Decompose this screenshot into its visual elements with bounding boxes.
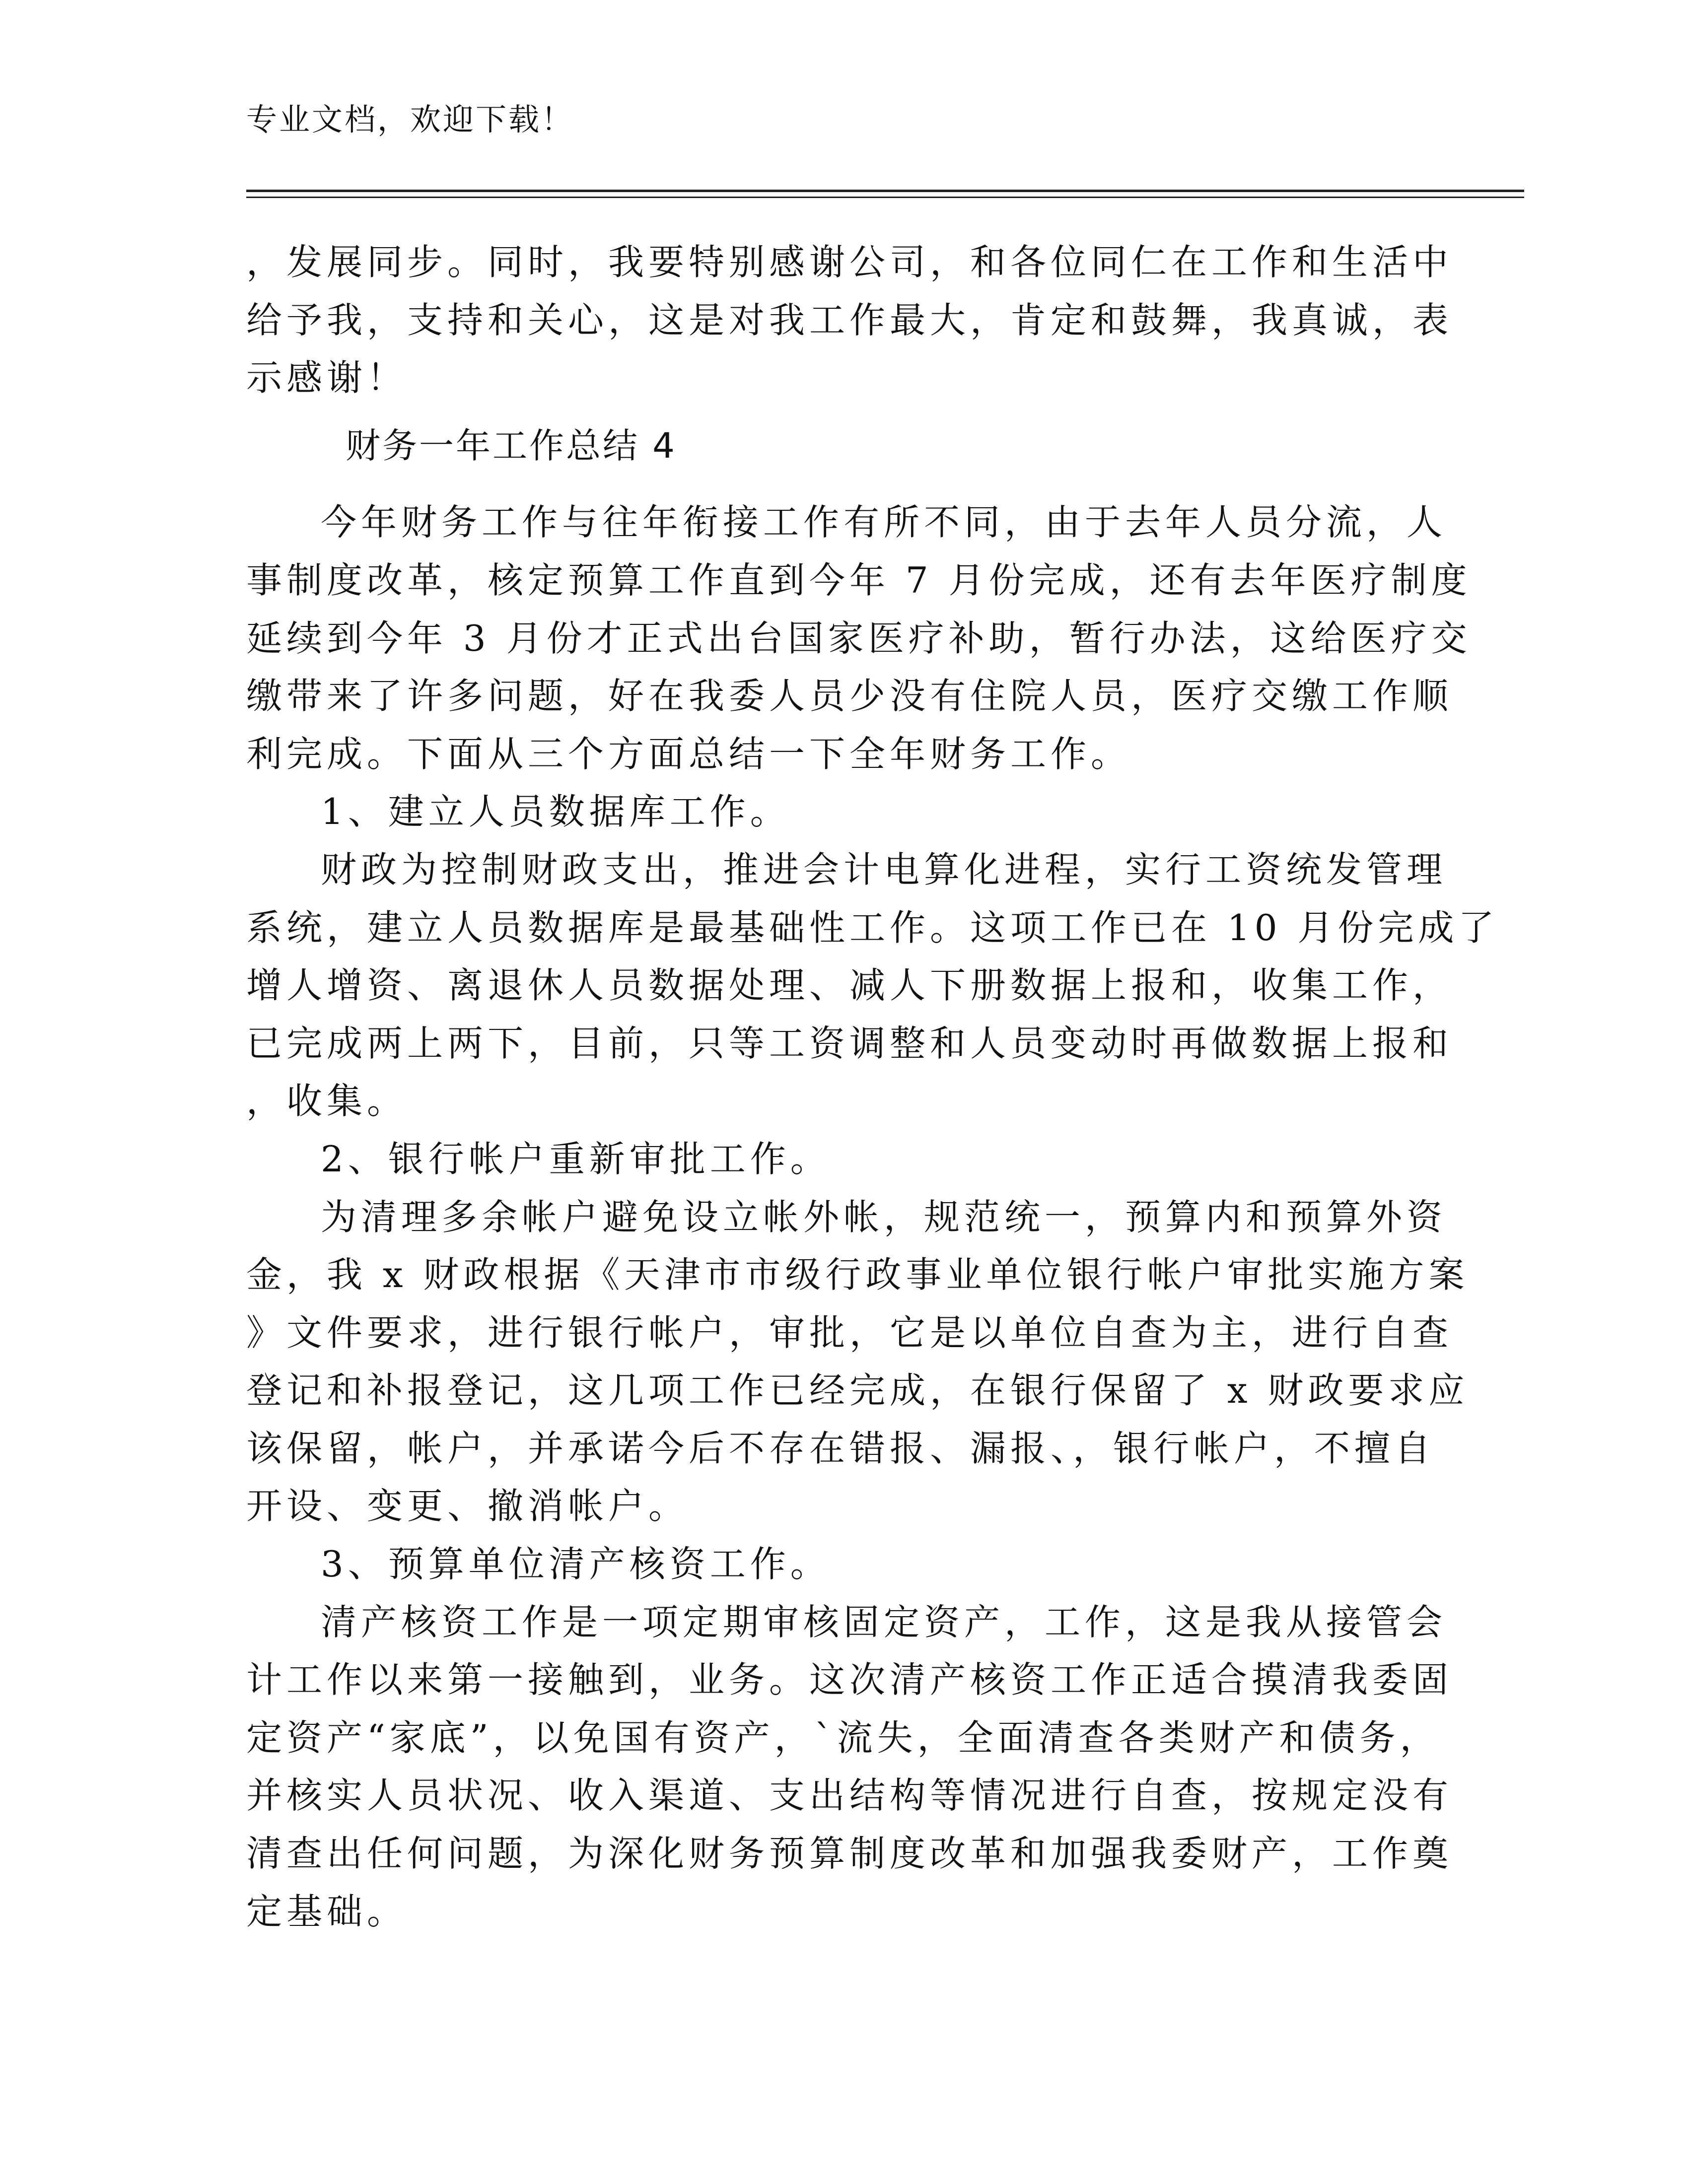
paragraph-line: 清查出任何问题，为深化财务预算制度改革和加强我委财产，工作奠 (246, 1833, 1453, 1875)
paragraph-line: 事制度改革，核定预算工作直到今年 7 月份完成，还有去年医疗制度 (246, 559, 1472, 601)
paragraph-line: 开设、变更、撤消帐户。 (246, 1485, 689, 1527)
paragraph-line: 金，我 x 财政根据《天津市市级行政事业单位银行帐户审批实施方案 (246, 1254, 1469, 1296)
section-heading: 财务一年工作总结 4 (346, 425, 677, 466)
text-line: ，发展同步。同时，我要特别感谢公司，和各位同仁在工作和生活中 (246, 241, 1453, 283)
page-header: 专业文档，欢迎下载！ (246, 101, 574, 137)
paragraph-line: 延续到今年 3 月份才正式出台国家医疗补助，暂行办法，这给医疗交 (246, 617, 1472, 659)
paragraph-line: 缴带来了许多问题，好在我委人员少没有住院人员，医疗交缴工作顺 (246, 675, 1453, 717)
paragraph-line: 今年财务工作与往年衔接工作有所不同，由于去年人员分流，人 (321, 501, 1447, 544)
header-rule-thin (246, 197, 1524, 198)
header-rule-thick (246, 190, 1524, 192)
paragraph-line: 定资产“家底”，以免国有资产，`流失，全面清查各类财产和债务， (246, 1716, 1440, 1759)
paragraph-line: 增人增资、离退休人员数据处理、减人下册数据上报和，收集工作， (246, 964, 1453, 1007)
subsection-title: 1、建立人员数据库工作。 (321, 791, 790, 833)
paragraph-line: 已完成两上两下，目前，只等工资调整和人员变动时再做数据上报和 (246, 1022, 1453, 1064)
paragraph-line: 定基础。 (246, 1890, 408, 1932)
paragraph-line: 并核实人员状况、收入渠道、支出结构等情况进行自查，按规定没有 (246, 1774, 1453, 1817)
text-line: 给予我，支持和关心，这是对我工作最大，肯定和鼓舞，我真诚，表 (246, 299, 1453, 341)
paragraph-line: 系统，建立人员数据库是最基础性工作。这项工作已在 10 月份完成了 (246, 906, 1499, 949)
paragraph-line: 计工作以来第一接触到，业务。这次清产核资工作正适合摸清我委固 (246, 1659, 1453, 1701)
paragraph-line: ，收集。 (246, 1080, 408, 1122)
paragraph-line: 为清理多余帐户避免设立帐外帐，规范统一，预算内和预算外资 (321, 1196, 1447, 1238)
paragraph-line: 》文件要求，进行银行帐户，审批，它是以单位自查为主，进行自查 (246, 1311, 1453, 1354)
text-line: 示感谢！ (246, 357, 408, 399)
paragraph-line: 该保留，帐户，并承诺今后不存在错报、漏报、，银行帐户，不擅自 (246, 1427, 1435, 1469)
document-body (246, 233, 1499, 1940)
paragraph-line: 财政为控制财政支出，推进会计电算化进程，实行工资统发管理 (321, 848, 1447, 890)
paragraph-line: 登记和补报登记，这几项工作已经完成，在银行保留了 x 财政要求应 (246, 1369, 1469, 1412)
paragraph-line: 清产核资工作是一项定期审核固定资产，工作，这是我从接管会 (321, 1601, 1447, 1643)
subsection-title: 3、预算单位清产核资工作。 (321, 1543, 831, 1585)
subsection-title: 2、银行帐户重新审批工作。 (321, 1138, 831, 1180)
paragraph-line: 利完成。下面从三个方面总结一下全年财务工作。 (246, 733, 1131, 775)
